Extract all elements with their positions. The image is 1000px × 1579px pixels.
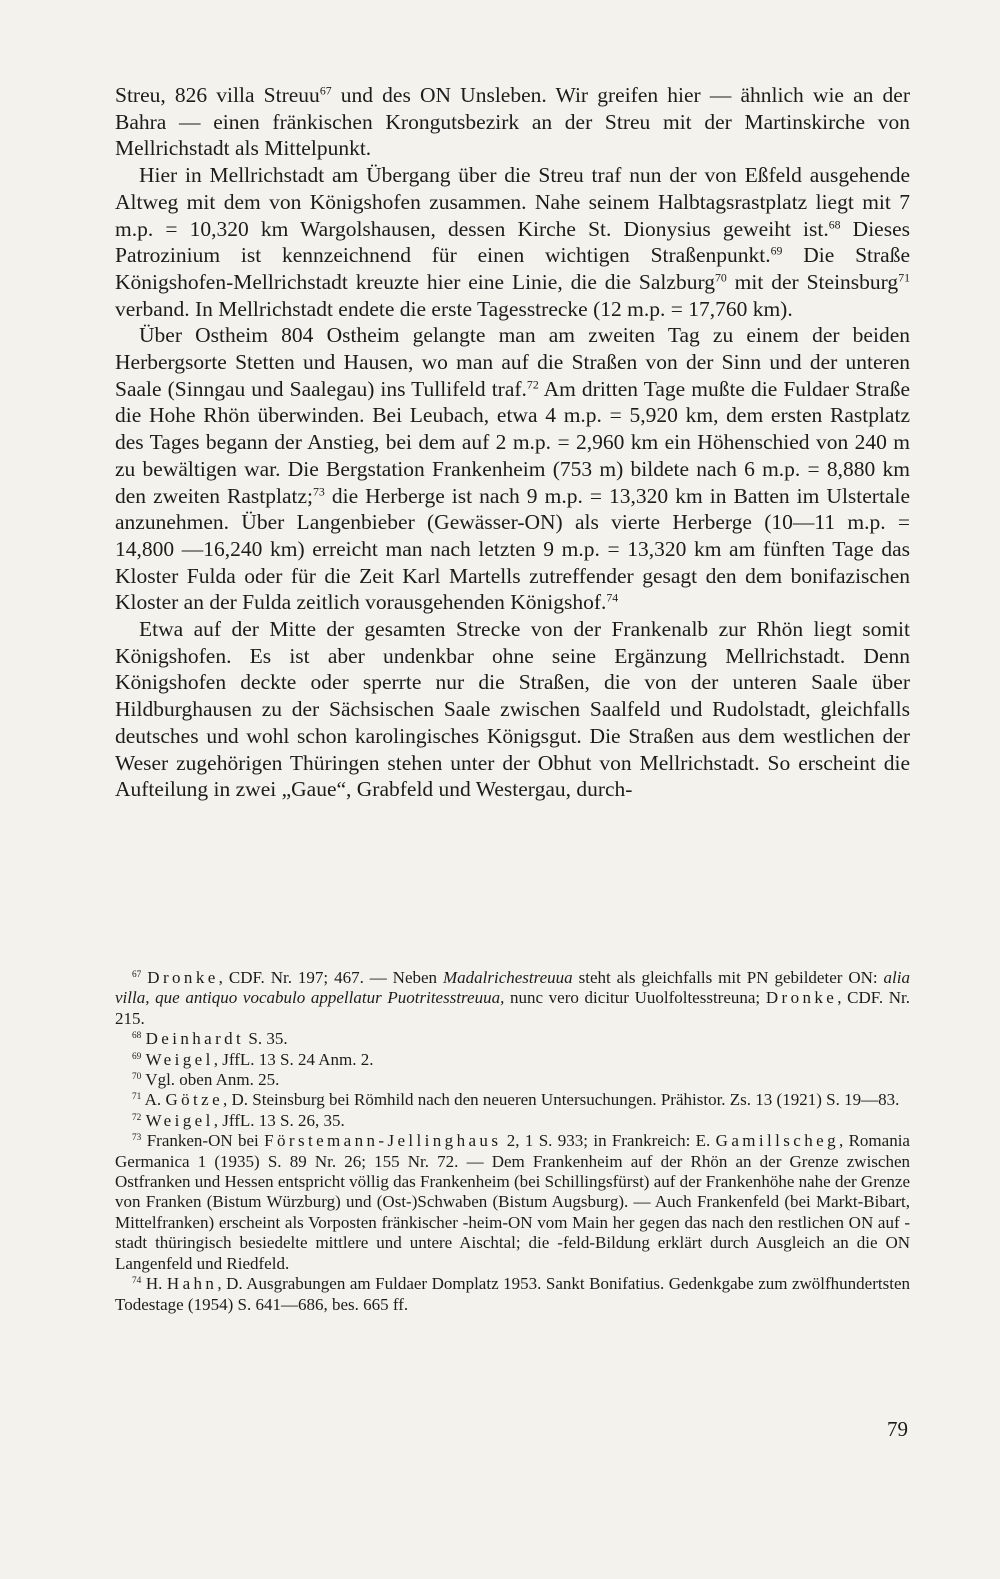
author-name: Gamillscheg (715, 1131, 839, 1151)
footnote-71 (115, 1090, 910, 1110)
note-ref: 71 (132, 1092, 142, 1103)
note-ref: 67 (132, 969, 142, 980)
note-ref: 71 (898, 270, 910, 285)
text-run: S. 35. (244, 1029, 288, 1049)
note-ref: 70 (132, 1071, 142, 1082)
text-run: Streu, 826 villa Streuu (115, 83, 320, 107)
author-name: Hahn (166, 1274, 218, 1294)
note-ref: 73 (132, 1133, 142, 1144)
page-number: 79 (887, 1417, 908, 1441)
author-name: Weigel (145, 1049, 214, 1069)
footnote-70 (115, 1070, 910, 1090)
main-text (115, 82, 910, 803)
text-run: die Herberge ist nach 9 m.p. = 13,320 km in Batten im Ulstertale anzunehmen. Über Langenbieber (Gewässer-ON) als vierte Herberge (10—11 m.p. = 14,800 —16,240 km) erreicht man nach letzten 9 m.p. = 13,320 km am fünften Tage das Kloster Fulda oder für die Zeit Karl Martells zutreffender gesagt den dem bonifazischen Kloster an der Fulda zeitlich vorausgehenden Königshof. (115, 483, 910, 615)
italic-text: alia villa, que antiquo vocabulo appellatur Puotritesstreuua, (115, 968, 910, 1008)
author-name: Götze (165, 1090, 224, 1110)
footnote-67 (115, 968, 910, 1029)
footnote-73 (115, 1131, 910, 1274)
paragraph (115, 322, 910, 616)
footnote-72 (115, 1111, 910, 1131)
text-run: Über Ostheim 804 Ostheim gelangte man am zweiten Tag zu einem der beiden Herbergsorte Stetten und Hausen, wo man auf die Straßen von der Sinn und der unteren Saale (Sinngau und Saalegau) ins Tullifeld traf. (115, 323, 910, 401)
note-ref: 74 (132, 1276, 142, 1287)
author-name: Förstemann-Jellinghaus (264, 1131, 502, 1151)
footnote-69 (115, 1050, 910, 1070)
note-ref: 69 (132, 1051, 142, 1062)
note-ref: 72 (132, 1112, 142, 1123)
text-run: , D. Steinsburg bei Römhild nach den neueren Untersuchungen. Prähistor. Zs. 13 (1921) S. 19—83. (223, 1090, 900, 1110)
author-name: Deinhardt (145, 1029, 245, 1049)
italic-text: Madalrichestreuua (442, 968, 573, 987)
author-name: Dronke (765, 988, 838, 1008)
text-run: , D. Ausgrabungen am Fuldaer Domplatz 1953. Sankt Bonifatius. Gedenkgabe zum zwölfhundertsten Todestage (1954) S. 641—686, bes. 665 ff. (115, 1274, 910, 1314)
text-run: , JffL. 13 S. 26, 35. (213, 1110, 345, 1130)
text-run: , CDF. Nr. 215. (115, 988, 910, 1028)
text-run: nunc vero dicitur Uuolfoltesstreuna; (504, 988, 766, 1008)
text-run: , JffL. 13 S. 24 Anm. 2. (213, 1049, 374, 1069)
text-run: Vgl. oben Anm. 25. (141, 1070, 280, 1090)
footnote-68 (115, 1029, 910, 1049)
text-run: Hier in Mellrichstadt am Übergang über die Streu traf nun der von Eßfeld ausgehende Altweg mit dem von Königshofen zusammen. Nahe seinem Halbtagsrastplatz liegt mit 7 m.p. = 10,320 km Wargolshausen, dessen Kirche St. Dionysius geweiht ist. (115, 163, 910, 241)
note-ref: 68 (132, 1031, 142, 1042)
note-ref: 72 (526, 377, 539, 392)
text-run: Etwa auf der Mitte der gesamten Strecke von der Frankenalb zur Rhön liegt somit Königshofen. Es ist aber undenkbar ohne seine Ergänzung Mellrichstadt. Denn Königshofen deckte oder sperrte nur die Straßen, die von der unteren Saale über Hildburghausen zu der Sächsischen Saale zwischen Saalfeld und Rudolstadt, gleichfalls deutsches und wohl schon karolingisches Königsgut. Die Straßen aus dem westlichen der Weser zugehörigen Thüringen stehen unter der Obhut von Mellrichstadt. So erscheint die Aufteilung in zwei „Gaue“, Grabfeld und Westergau, durch- (115, 617, 910, 802)
note-ref: 69 (770, 243, 783, 258)
text-run: Am dritten Tage mußte die Fuldaer Straße die Hohe Rhön überwinden. Bei Leubach, etwa 4 m.p. = 5,920 km, dem ersten Rastplatz des Tages begann der Anstieg, bei dem auf 2 m.p. = 2,960 km ein Höhenschied von 240 m zu bewältigen war. Die Bergstation Frankenheim (753 m) bildete nach 6 m.p. = 8,880 km den zweiten Rastplatz; (115, 376, 910, 508)
note-ref: 73 (312, 483, 325, 498)
text-run: verband. In Mellrichstadt endete die erste Tagesstrecke (12 m.p. = 17,760 km). (115, 296, 793, 321)
text-run: und des ON Unsleben. Wir greifen hier — ähnlich wie an der Bahra — einen fränkischen Krongutsbezirk an der Streu mit der Martinskirche von Mellrichstadt als Mittelpunkt. (115, 83, 911, 161)
text-run: Dieses Patrozinium ist kennzeichnend für einen wichtigen Straßenpunkt. (115, 216, 910, 268)
note-ref: 70 (714, 270, 727, 285)
text-run: 2, 1 S. 933; in Frankreich: E. (501, 1131, 716, 1151)
text-run: Franken-ON bei (141, 1131, 265, 1151)
footnotes (115, 968, 910, 1315)
paragraph (115, 616, 910, 803)
text-run: A. (141, 1090, 166, 1110)
text-run: , CDF. Nr. 197; 467. — Neben (218, 968, 443, 987)
text-run: Die Straße Königshofen-Mellrichstadt kreuzte hier eine Linie, die die Salzburg (115, 243, 910, 294)
text-run: mit der Steinsburg (726, 269, 899, 294)
note-ref: 67 (319, 83, 332, 98)
author-name: Dronke (147, 968, 219, 987)
note-ref: 68 (828, 216, 841, 231)
text-run: H. (141, 1274, 167, 1294)
footnote-74 (115, 1274, 910, 1315)
note-ref: 74 (606, 590, 619, 605)
text-run: , Romania Germanica 1 (1935) S. 89 Nr. 26; 155 Nr. 72. — Dem Frankenheim auf der Rhön an der Grenze zwischen Ostfranken und Hessen entspricht völlig das Frankenheim (bei Schillingsfürst) auf der Frankenhöhe nahe der Grenze von Franken (Bistum Würzburg) und (Ost-)Schwaben (Bistum Augsburg). — Auch Frankenfeld (bei Markt-Bibart, Mittelfranken) erscheint als Vorposten fränkischer -heim-ON vom Main her gegen das nach den restlichen ON auf -stadt thüringisch besiedelte mittlere und untere Aischtal; die -feld-Bildung erklärt durch Ausgleich an die ON Langenfeld und Riedfeld. (115, 1131, 910, 1273)
paragraph (115, 162, 910, 322)
text-run: steht als gleichfalls mit PN gebildeter ON: (572, 968, 884, 987)
paragraph (115, 82, 910, 162)
author-name: Weigel (145, 1110, 214, 1130)
